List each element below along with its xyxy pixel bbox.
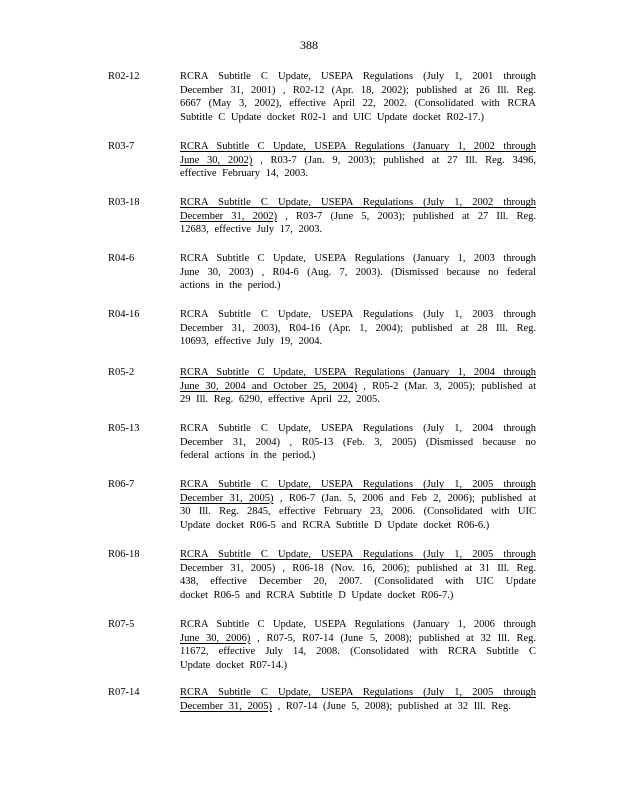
entry-line: [180, 196, 536, 210]
text-run: , R06-7 (Jan. 5, 2006 and Feb 2, 2006); published at: [273, 492, 536, 504]
text-run: , R03-7 (June 5, 2003); published at 27 Ill. Reg.: [277, 210, 537, 222]
underlined-text: RCRA Subtitle C Update, USEPA Regulations (July 1, 2005 through: [180, 479, 536, 490]
text-run: June 30, 2003) , R04-6 (Aug. 7, 2003). (Dismissed because no federal: [180, 266, 536, 278]
text-run: 29 Ill. Reg. 6290, effective April 22, 2005.: [180, 394, 380, 406]
page-number: 388: [300, 38, 318, 52]
entry-line: [180, 618, 536, 632]
entry-text: [180, 422, 536, 463]
entry-text: [180, 478, 536, 532]
entry-line: [180, 366, 536, 380]
entry-line: [180, 686, 536, 700]
docket-number: R05-2: [108, 367, 135, 378]
underlined-text: RCRA Subtitle C Update, USEPA Regulations (July 1, 2005 through: [180, 687, 536, 698]
entry-line: [180, 575, 536, 589]
docket-number: R07-14: [108, 687, 140, 698]
docket-number: R02-12: [108, 71, 140, 82]
entry-line: [180, 140, 536, 154]
entry-line: [180, 700, 536, 714]
entry-line: [180, 210, 536, 224]
entry-line: [180, 645, 536, 659]
underlined-text: June 30, 2006): [180, 632, 251, 644]
entry-text: [180, 140, 536, 181]
entry-line: [180, 322, 536, 336]
docket-number: R04-6: [108, 253, 135, 264]
text-run: 10693, effective July 19, 2004.: [180, 336, 323, 348]
entry-line: [180, 659, 536, 673]
text-run: Subtitle C Update docket R02-1 and UIC Update docket R02-17.): [180, 111, 485, 123]
entry-line: [180, 380, 536, 394]
entry-line: [180, 422, 536, 436]
underlined-text: RCRA Subtitle C Update, USEPA Regulations (January 1, 2002 through: [180, 141, 536, 152]
entry-line: [180, 548, 536, 562]
entry-text: [180, 308, 536, 349]
underlined-text: RCRA Subtitle C Update, USEPA Regulations (January 1, 2004 through: [180, 367, 536, 378]
docket-number: R06-18: [108, 549, 140, 560]
text-run: 6667 (May 3, 2002), effective April 22, 2002. (Consolidated with RCRA: [180, 98, 536, 110]
docket-number: R03-7: [108, 141, 135, 152]
text-run: federal actions in the period.): [180, 450, 316, 462]
text-run: effective February 14, 2003.: [180, 168, 309, 180]
entry-line: [180, 97, 536, 111]
text-run: RCRA Subtitle C Update, USEPA Regulations (January 1, 2003 through: [180, 253, 536, 264]
entry-text: [180, 686, 536, 713]
text-run: December 31, 2004) , R05-13 (Feb. 3, 2005) (Dismissed because no: [180, 436, 536, 448]
entry-text: [180, 366, 536, 407]
entry-line: [180, 519, 536, 533]
underlined-text: December 31, 2005): [180, 700, 273, 712]
text-run: 11672, effective July 14, 2008. (Consolidated with RCRA Subtitle C: [180, 646, 536, 658]
entry-text: [180, 618, 536, 672]
text-run: RCRA Subtitle C Update, USEPA Regulations (July 1, 2001 through: [180, 71, 536, 82]
text-run: docket R06-5 and RCRA Subtitle D Update docket R06-7.): [180, 589, 454, 601]
text-run: actions in the period.): [180, 280, 281, 292]
entry-text: [180, 196, 536, 237]
docket-number: R06-7: [108, 479, 135, 490]
entry-line: [180, 223, 536, 237]
entry-line: [180, 562, 536, 576]
entry-line: [180, 492, 536, 506]
entry-text: [180, 252, 536, 293]
entry-line: [180, 393, 536, 407]
text-run: December 31, 2003), R04-16 (Apr. 1, 2004); published at 28 Ill. Reg.: [180, 322, 536, 334]
entry-line: [180, 252, 536, 266]
entry-text: [180, 70, 536, 124]
underlined-text: June 30, 2004 and October 25, 2004): [180, 380, 358, 392]
entry-line: [180, 505, 536, 519]
underlined-text: RCRA Subtitle C Update, USEPA Regulations (July 1, 2002 through: [180, 197, 536, 208]
entry-line: [180, 589, 536, 603]
entry-line: [180, 478, 536, 492]
entry-line: [180, 308, 536, 322]
underlined-text: June 30, 2002): [180, 154, 253, 166]
docket-number: R03-18: [108, 197, 140, 208]
text-run: December 31, 2005) , R06-18 (Nov. 16, 2006); published at 31 Ill. Reg.: [180, 562, 536, 574]
underlined-text: December 31, 2005): [180, 492, 274, 504]
entry-line: [180, 449, 536, 463]
entry-line: [180, 70, 536, 84]
entry-line: [180, 167, 536, 181]
text-run: 438, effective December 20, 2007. (Consolidated with UIC Update: [180, 576, 536, 588]
text-run: , R03-7 (Jan. 9, 2003); published at 27 Ill. Reg. 3496,: [252, 154, 537, 166]
entry-line: [180, 335, 536, 349]
entry-line: [180, 436, 536, 450]
text-run: 30 Ill. Reg. 2845, effective February 23, 2006. (Consolidated with UIC: [180, 506, 536, 518]
entry-text: [180, 548, 536, 602]
entry-line: [180, 154, 536, 168]
entry-line: [180, 111, 536, 125]
docket-number: R05-13: [108, 423, 140, 434]
text-run: RCRA Subtitle C Update, USEPA Regulations (July 1, 2004 through: [180, 423, 536, 434]
underlined-text: RCRA Subtitle C Update, USEPA Regulations (July 1, 2005 through: [180, 549, 536, 560]
text-run: Update docket R06-5 and RCRA Subtitle D Update docket R06-6.): [180, 519, 490, 531]
docket-number: R04-16: [108, 309, 140, 320]
entry-line: [180, 266, 536, 280]
entry-line: [180, 632, 536, 646]
entry-line: [180, 279, 536, 293]
entry-line: [180, 84, 536, 98]
text-run: December 31, 2001) , R02-12 (Apr. 18, 2002); published at 26 Ill. Reg.: [180, 84, 536, 96]
docket-number: R07-5: [108, 619, 135, 630]
text-run: , R07-14 (June 5, 2008); published at 32 Ill. Reg.: [272, 700, 511, 712]
text-run: Update docket R07-14.): [180, 659, 288, 671]
text-run: , R05-2 (Mar. 3, 2005); published at: [357, 380, 536, 392]
text-run: RCRA Subtitle C Update, USEPA Regulations (July 1, 2003 through: [180, 309, 536, 320]
text-run: 12683, effective July 17, 2003.: [180, 224, 323, 236]
text-run: , R07-5, R07-14 (June 5, 2008); published at 32 Ill. Reg.: [250, 632, 536, 644]
underlined-text: December 31, 2002): [180, 210, 278, 222]
text-run: RCRA Subtitle C Update, USEPA Regulations (January 1, 2006 through: [180, 619, 536, 630]
